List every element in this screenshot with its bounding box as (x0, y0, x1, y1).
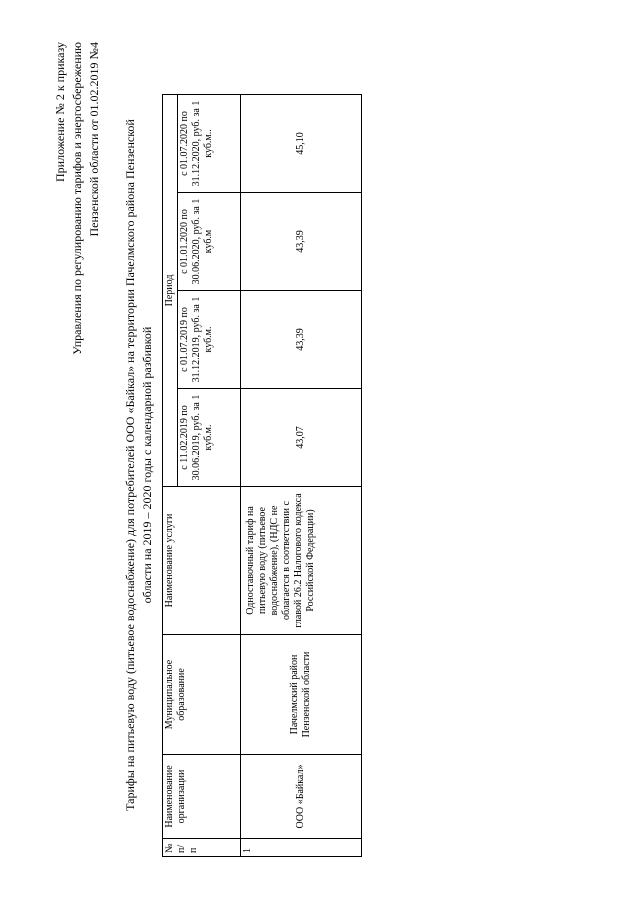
tariff-table (162, 94, 362, 857)
cell-value-3: 43,39 (241, 193, 362, 291)
cell-service: Одноставочный тариф на питьевую воду (питьевое водоснабжение), (НДС не облагается в соответствии с главой 26.2 Налогового кодекса Российской Федерации) (241, 487, 362, 635)
appendix-header (52, 42, 103, 562)
cell-value-2: 43,39 (241, 291, 362, 389)
header-period: Период (163, 95, 178, 487)
header-municipality: Муниципальное образование (163, 635, 241, 755)
title-line-1: Тарифы на питьевую воду (питьевое водоснабжение) для потребителей ООО «Байкал» на территории Пачелмского района Пензенской (123, 119, 137, 811)
header-period-3: с 01.01.2020 по 30.06.2020, руб. за 1 куб.м (178, 193, 241, 291)
table-header-row (163, 95, 178, 857)
header-period-2: с 01.07.2019 по 31.12.2019, руб. за 1 куб.м. (178, 291, 241, 389)
cell-value-4: 45,10 (241, 95, 362, 193)
title-line-2: области на 2019 – 2020 годы с календарной разбивкой (140, 326, 154, 604)
appendix-line-3: Пензенской области от 01.02.2019 №4 (87, 42, 101, 237)
header-period-4: с 01.07.2020 по 31.12.2020, руб. за 1 куб.м.. (178, 95, 241, 193)
cell-num: 1 (241, 839, 362, 857)
cell-municipality: Пачелмский район Пензенской области (241, 635, 362, 755)
table-row (241, 95, 362, 857)
header-org: Наименование организации (163, 755, 241, 839)
header-service: Наименование услуги (163, 487, 241, 635)
document-title (122, 65, 156, 865)
appendix-line-1: Приложение № 2 к приказу (53, 42, 67, 182)
cell-org: ООО «Байкал» (241, 755, 362, 839)
cell-value-1: 43,07 (241, 389, 362, 487)
header-num: № п/п (163, 839, 241, 857)
appendix-line-2: Управления по регулированию тарифов и энергосбережению (70, 42, 84, 355)
header-period-1: с 11.02.2019 по 30.06.2019, руб. за 1 куб.м. (178, 389, 241, 487)
